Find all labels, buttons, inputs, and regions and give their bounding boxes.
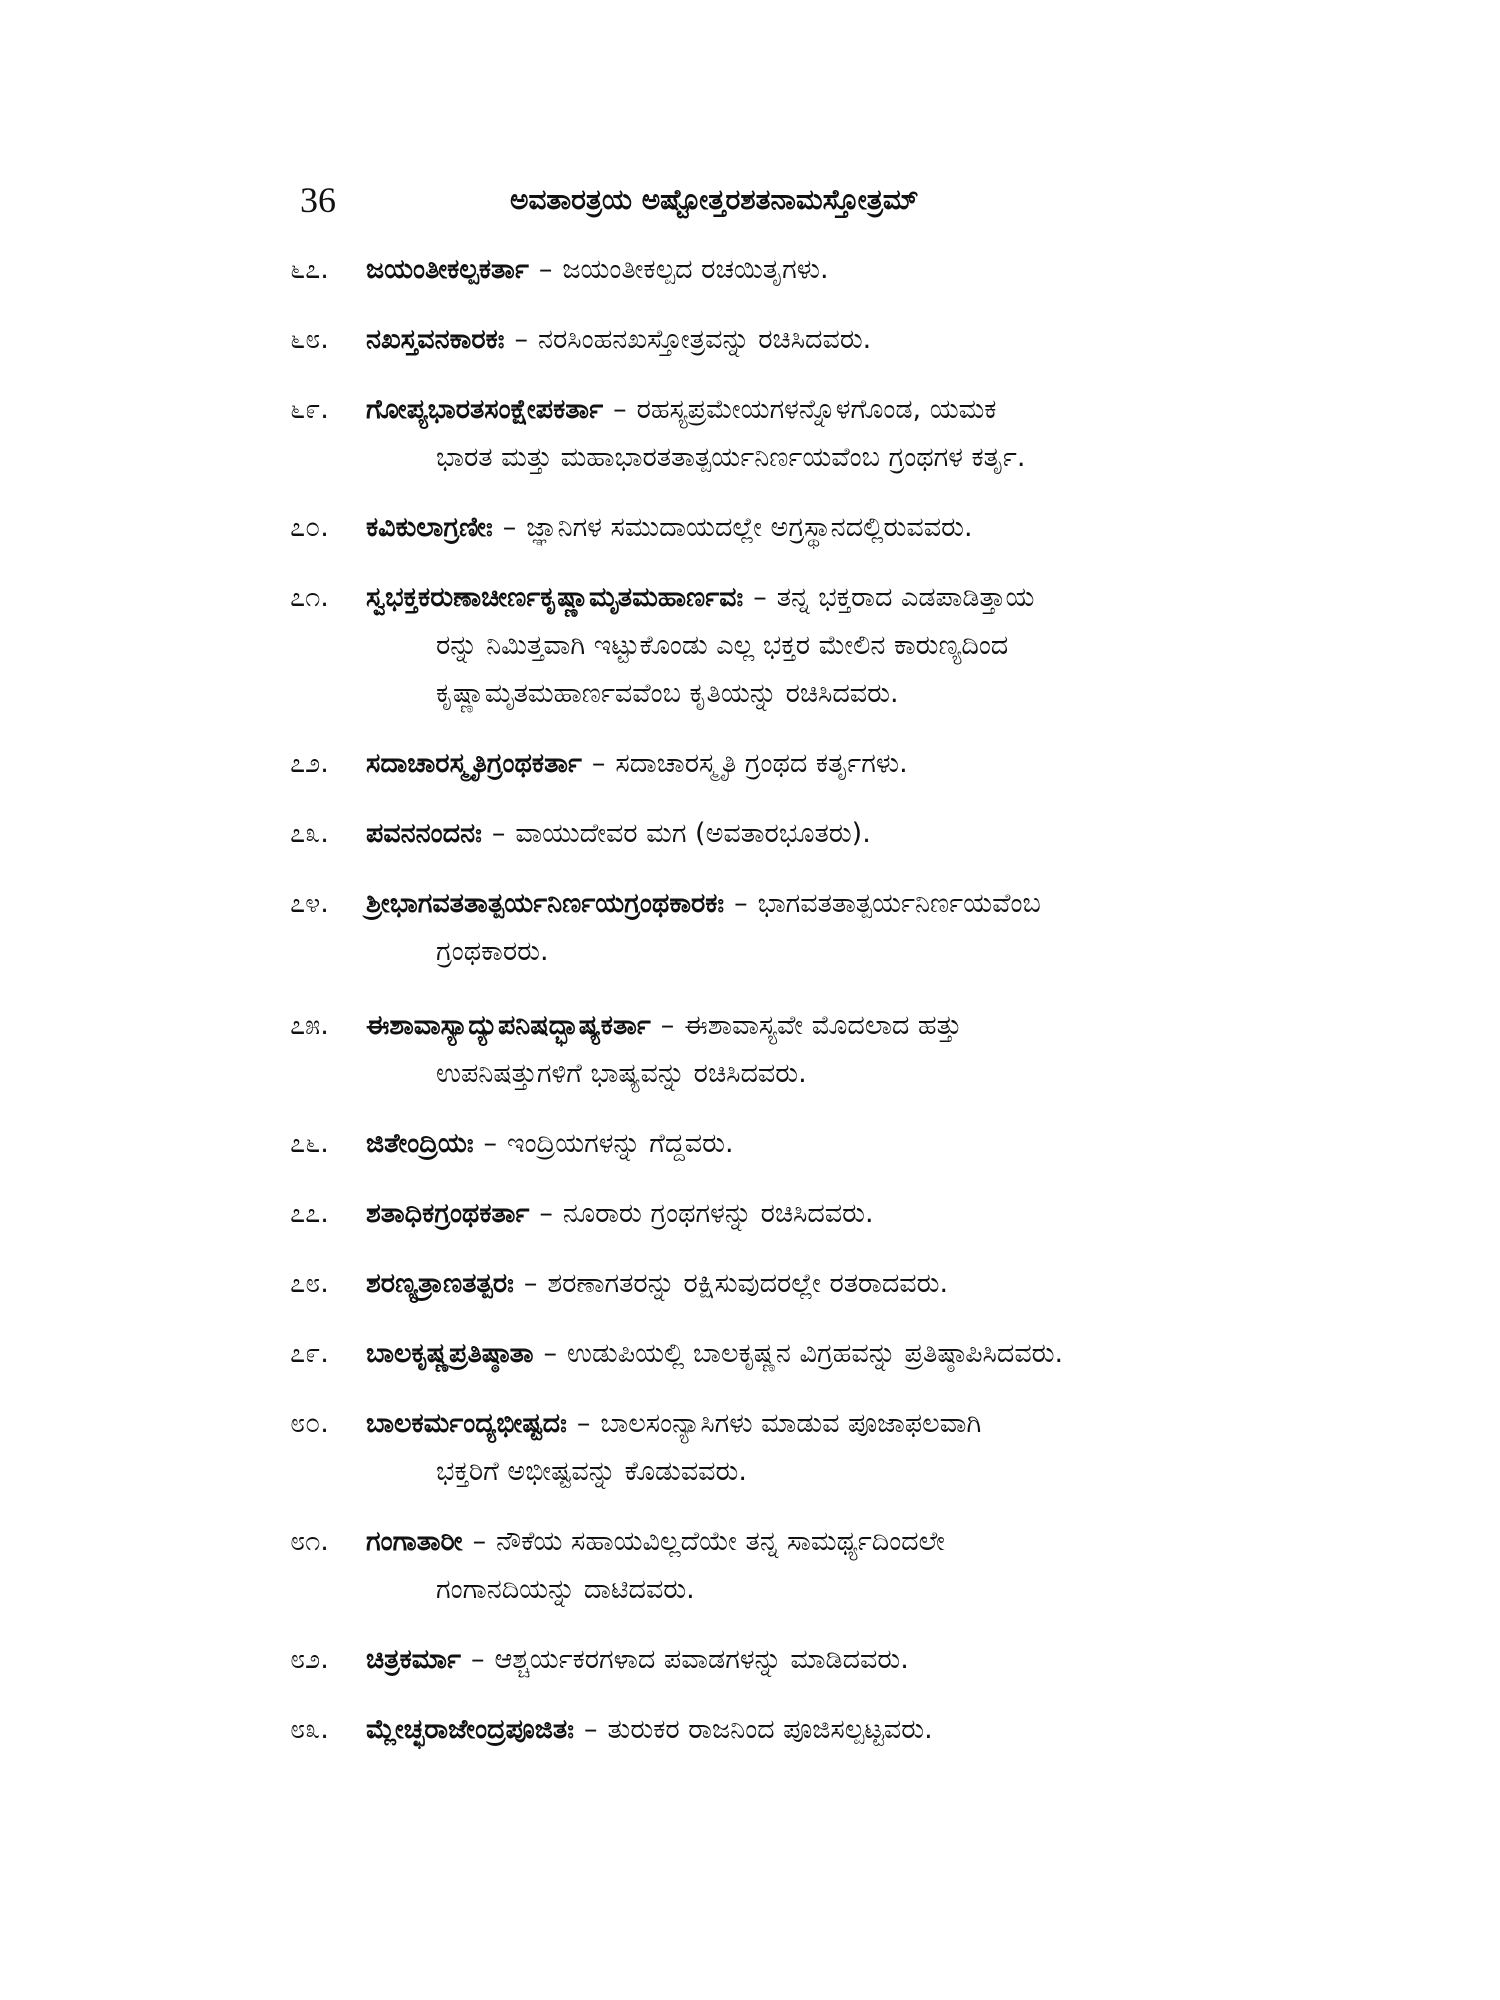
entry-dash: – [472, 1526, 487, 1557]
entry-name: ಪವನನಂದನಃ [366, 818, 482, 849]
entry-meaning: ಶರಣಾಗತರನ್ನು ರಕ್ಷಿಸುವುದರಲ್ಲೇ ರತರಾದವರು. [547, 1268, 949, 1299]
list-item [290, 1330, 1250, 1378]
entry-dash: – [470, 1644, 485, 1675]
entry-meaning: ಜಯಂತೀಕಲ್ಪದ ರಚಯಿತೃಗಳು. [562, 254, 829, 285]
list-item [290, 740, 1250, 788]
list-item [290, 1002, 1250, 1098]
entry-name: ಶ್ರೀಭಾಗವತತಾತ್ಪರ್ಯನಿರ್ಣಯಗ್ರಂಥಕಾರಕಃ [366, 888, 725, 919]
entry-dash: – [491, 818, 506, 849]
entry-name: ಬಾಲಕರ್ಮಂದ್ಯಭೀಷ್ಟದಃ [366, 1408, 567, 1439]
entry-body [366, 1330, 1250, 1378]
entry-name: ಶರಣ್ಯತ್ರಾಣತತ್ಪರಃ [366, 1268, 514, 1299]
entry-dash: – [576, 1408, 591, 1439]
entry-number: ೮೧. [290, 1526, 329, 1557]
entry-body [366, 1120, 1250, 1168]
entry-meaning-continued: ಭಾರತ ಮತ್ತು ಮಹಾಭಾರತತಾತ್ಪರ್ಯನಿರ್ಣಯವೆಂಬ ಗ್ರಂಥಗಳ ಕರ್ತೃ. [436, 442, 1026, 473]
entry-number: ೮೦. [290, 1408, 329, 1439]
entry-number: ೬೮. [290, 324, 329, 355]
entry-number: ೮೩. [290, 1714, 329, 1745]
entry-meaning: ರಹಸ್ಯಪ್ರಮೇಯಗಳನ್ನೊಳಗೊಂಡ, ಯಮಕ [636, 394, 997, 425]
list-item [290, 574, 1250, 718]
entry-number: ೬೭. [290, 254, 329, 285]
list-item [290, 316, 1250, 364]
page-header [300, 178, 1260, 222]
page-number: 36 [300, 180, 336, 220]
entry-body [366, 246, 1250, 294]
entry-body [366, 574, 1250, 718]
entry-number: ೭೧. [290, 582, 329, 613]
entry-meaning: ಇಂದ್ರಿಯಗಳನ್ನು ಗೆದ್ದವರು. [507, 1128, 734, 1159]
entry-meaning-continued: ಭಕ್ತರಿಗೆ ಅಭೀಷ್ಟವನ್ನು ಕೊಡುವವರು. [436, 1456, 747, 1487]
entry-meaning: ತನ್ನ ಭಕ್ತರಾದ ಎಡಪಾಡಿತ್ತಾಯ [776, 582, 1035, 613]
running-title: ಅವತಾರತ್ರಯ ಅಷ್ಟೋತ್ತರಶತನಾಮಸ್ತೋತ್ರಮ್ [510, 183, 919, 216]
entry-body [366, 1002, 1250, 1098]
entry-name: ಜಿತೇಂದ್ರಿಯಃ [366, 1128, 474, 1159]
entry-body [366, 316, 1250, 364]
entry-dash: – [543, 1338, 557, 1369]
entry-meaning: ನರಸಿಂಹನಖಸ್ತೋತ್ರವನ್ನು ರಚಿಸಿದವರು. [537, 324, 872, 355]
entry-dash: – [660, 1010, 675, 1041]
entry-number: ೭೩. [290, 818, 329, 849]
entry-body [366, 1518, 1250, 1614]
list-item [290, 1400, 1250, 1496]
list-item [290, 504, 1250, 552]
entry-body [366, 1706, 1250, 1754]
entry-name: ಚಿತ್ರಕರ್ಮಾ [366, 1644, 461, 1675]
list-item [290, 1518, 1250, 1614]
list-item [290, 1120, 1250, 1168]
entry-dash: – [591, 748, 606, 779]
entry-meaning: ನೂರಾರು ಗ್ರಂಥಗಳನ್ನು ರಚಿಸಿದವರು. [562, 1198, 874, 1229]
entry-meaning: ಬಾಲಸಂನ್ಯಾಸಿಗಳು ಮಾಡುವ ಪೂಜಾಫಲವಾಗಿ [600, 1408, 982, 1439]
entry-number: ೮೨. [290, 1644, 329, 1675]
entry-name: ಬಾಲಕೃಷ್ಣಪ್ರತಿಷ್ಠಾತಾ [366, 1338, 534, 1369]
entry-name: ಸದಾಚಾರಸ್ಮೃತಿಗ್ರಂಥಕರ್ತಾ [366, 748, 582, 779]
entry-name: ನಖಸ್ತವನಕಾರಕಃ [366, 324, 505, 355]
entry-name: ಈಶಾವಾಸ್ಯಾದ್ಯುಪನಿಷದ್ಭಾಷ್ಯಕರ್ತಾ [366, 1010, 651, 1041]
entry-body [366, 1636, 1250, 1684]
entry-meaning-continued: ಗಂಗಾನದಿಯನ್ನು ದಾಟಿದವರು. [436, 1574, 695, 1605]
entry-dash: – [538, 254, 553, 285]
entry-body [366, 1190, 1250, 1238]
entry-body [366, 504, 1250, 552]
entry-meaning: ಈಶಾವಾಸ್ಯವೇ ಮೊದಲಾದ ಹತ್ತು [684, 1010, 962, 1041]
list-item [290, 810, 1250, 858]
entry-meaning: ಸದಾಚಾರಸ್ಮೃತಿ ಗ್ರಂಥದ ಕರ್ತೃಗಳು. [615, 748, 908, 779]
entry-body [366, 740, 1250, 788]
list-item [290, 1706, 1250, 1754]
entry-name: ಸ್ವಭಕ್ತಕರುಣಾಚೀರ್ಣಕೃಷ್ಣಾಮೃತಮಹಾರ್ಣವಃ [366, 582, 744, 613]
entry-name: ಶತಾಧಿಕಗ್ರಂಥಕರ್ತಾ [366, 1198, 530, 1229]
entry-meaning: ಉಡುಪಿಯಲ್ಲಿ ಬಾಲಕೃಷ್ಣನ ವಿಗ್ರಹವನ್ನು ಪ್ರತಿಷ್ಠಾಪಿಸಿದವರು. [566, 1338, 1064, 1369]
entry-name: ಗೋಪ್ಯಭಾರತಸಂಕ್ಷೇಪಕರ್ತಾ [366, 394, 604, 425]
entry-dash: – [539, 1198, 553, 1229]
entry-meaning-continued: ರನ್ನು ನಿಮಿತ್ತವಾಗಿ ಇಟ್ಟುಕೊಂಡು ಎಲ್ಲ ಭಕ್ತರ ಮೇಲಿನ ಕಾರುಣ್ಯದಿಂದ [436, 630, 1009, 661]
list-item [290, 386, 1250, 482]
list-item [290, 880, 1250, 976]
entry-dash: – [514, 324, 528, 355]
entry-body [366, 386, 1250, 482]
entry-body [366, 880, 1250, 976]
entry-dash: – [734, 888, 748, 919]
entry-meaning-continued: ಗ್ರಂಥಕಾರರು. [436, 936, 549, 967]
entry-meaning-continued: ಉಪನಿಷತ್ತುಗಳಿಗೆ ಭಾಷ್ಯವನ್ನು ರಚಿಸಿದವರು. [436, 1058, 807, 1089]
name-list [290, 246, 1250, 1754]
entry-dash: – [483, 1128, 498, 1159]
entry-number: ೬೯. [290, 394, 329, 425]
entry-meaning: ತುರುಕರ ರಾಜನಿಂದ ಪೂಜಿಸಲ್ಪಟ್ಟವರು. [607, 1714, 933, 1745]
entry-number: ೭೪. [290, 888, 329, 919]
entry-number: ೭೭. [290, 1198, 329, 1229]
entry-body [366, 1400, 1250, 1496]
entry-number: ೭೯. [290, 1338, 329, 1369]
list-item [290, 1190, 1250, 1238]
entry-number: ೭೬. [290, 1128, 329, 1159]
entry-dash: – [583, 1714, 598, 1745]
entry-name: ಕವಿಕುಲಾಗ್ರಣೀಃ [366, 512, 493, 543]
entry-number: ೭೫. [290, 1010, 329, 1041]
entry-dash: – [753, 582, 767, 613]
list-item [290, 1260, 1250, 1308]
entry-dash: – [613, 394, 627, 425]
entry-dash: – [523, 1268, 538, 1299]
entry-body [366, 810, 1250, 858]
entry-meaning: ಆಶ್ಚರ್ಯಕರಗಳಾದ ಪವಾಡಗಳನ್ನು ಮಾಡಿದವರು. [494, 1644, 909, 1675]
entry-meaning: ನೌಕೆಯ ಸಹಾಯವಿಲ್ಲದೆಯೇ ತನ್ನ ಸಾಮರ್ಥ್ಯದಿಂದಲೇ [496, 1526, 945, 1557]
entry-name: ಗಂಗಾತಾರೀ [366, 1526, 463, 1557]
entry-number: ೭೨. [290, 748, 329, 779]
entry-name: ಮ್ಲೇಚ್ಛರಾಜೇಂದ್ರಪೂಜಿತಃ [366, 1714, 574, 1745]
entry-meaning: ವಾಯುದೇವರ ಮಗ (ಅವತಾರಭೂತರು). [515, 818, 871, 849]
entry-name: ಜಯಂತೀಕಲ್ಪಕರ್ತಾ [366, 254, 529, 285]
entry-dash: – [502, 512, 517, 543]
entry-meaning: ಭಾಗವತತಾತ್ಪರ್ಯನಿರ್ಣಯವೆಂಬ [757, 888, 1041, 919]
entry-body [366, 1260, 1250, 1308]
list-item [290, 246, 1250, 294]
entry-number: ೭೮. [290, 1268, 329, 1299]
entry-number: ೭೦. [290, 512, 329, 543]
entry-meaning: ಜ್ಞಾನಿಗಳ ಸಮುದಾಯದಲ್ಲೇ ಅಗ್ರಸ್ಥಾನದಲ್ಲಿರುವವರು. [526, 512, 973, 543]
entry-meaning-continued: ಕೃಷ್ಣಾಮೃತಮಹಾರ್ಣವವೆಂಬ ಕೃತಿಯನ್ನು ರಚಿಸಿದವರು. [436, 678, 899, 709]
list-item [290, 1636, 1250, 1684]
